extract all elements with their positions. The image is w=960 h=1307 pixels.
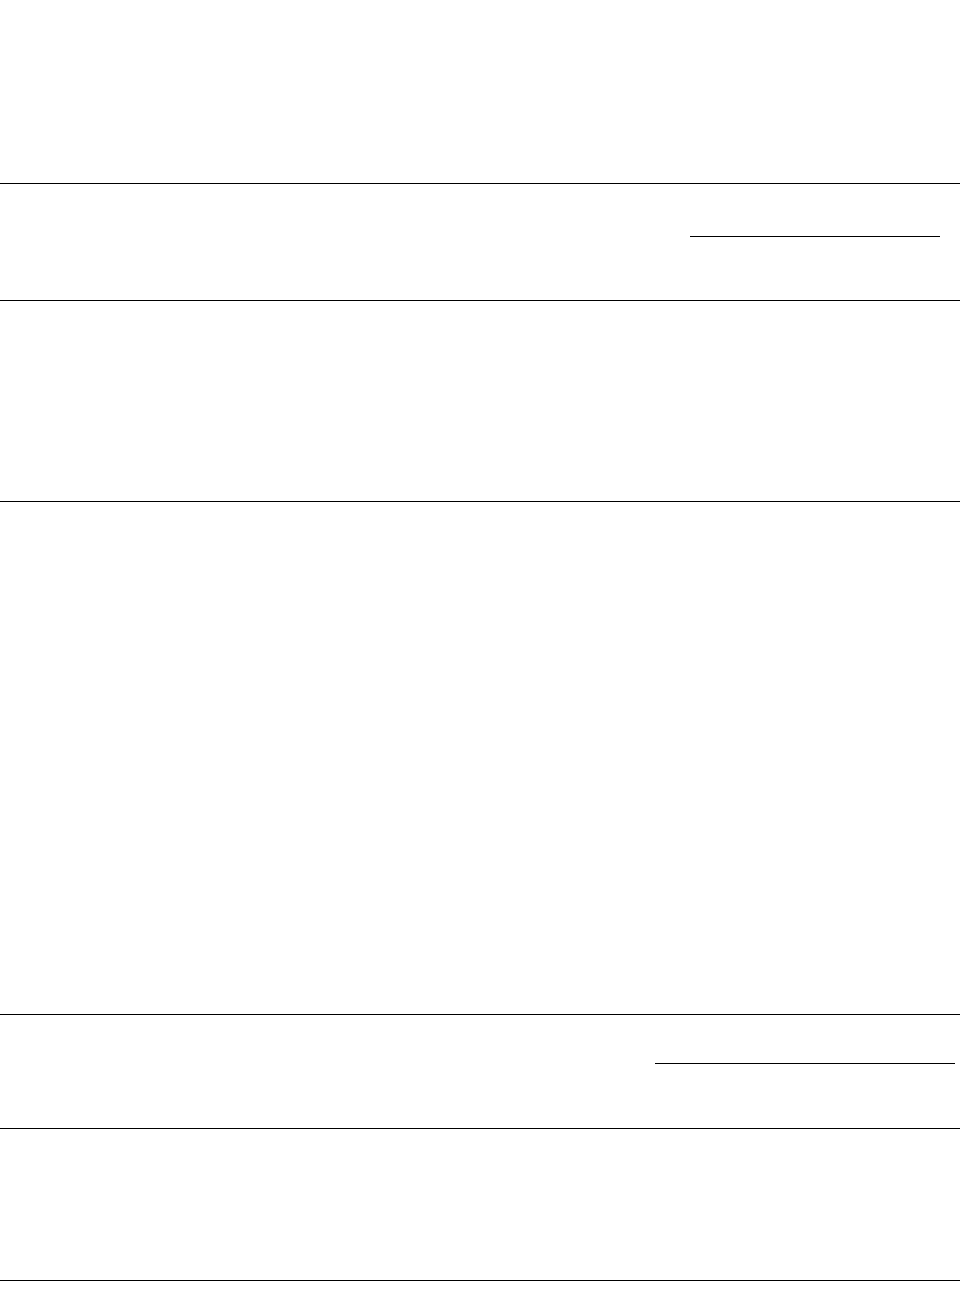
table9-diff-rule — [655, 1063, 955, 1064]
table8-top-rule — [0, 183, 960, 184]
table9-top-rule — [0, 1014, 960, 1015]
table9-header-rule — [0, 1128, 960, 1129]
table8-diff-rule — [690, 236, 940, 237]
table8-header-rule — [0, 300, 960, 301]
table8-bottom-rule — [0, 501, 960, 502]
table9-bottom-rule — [0, 1280, 960, 1281]
